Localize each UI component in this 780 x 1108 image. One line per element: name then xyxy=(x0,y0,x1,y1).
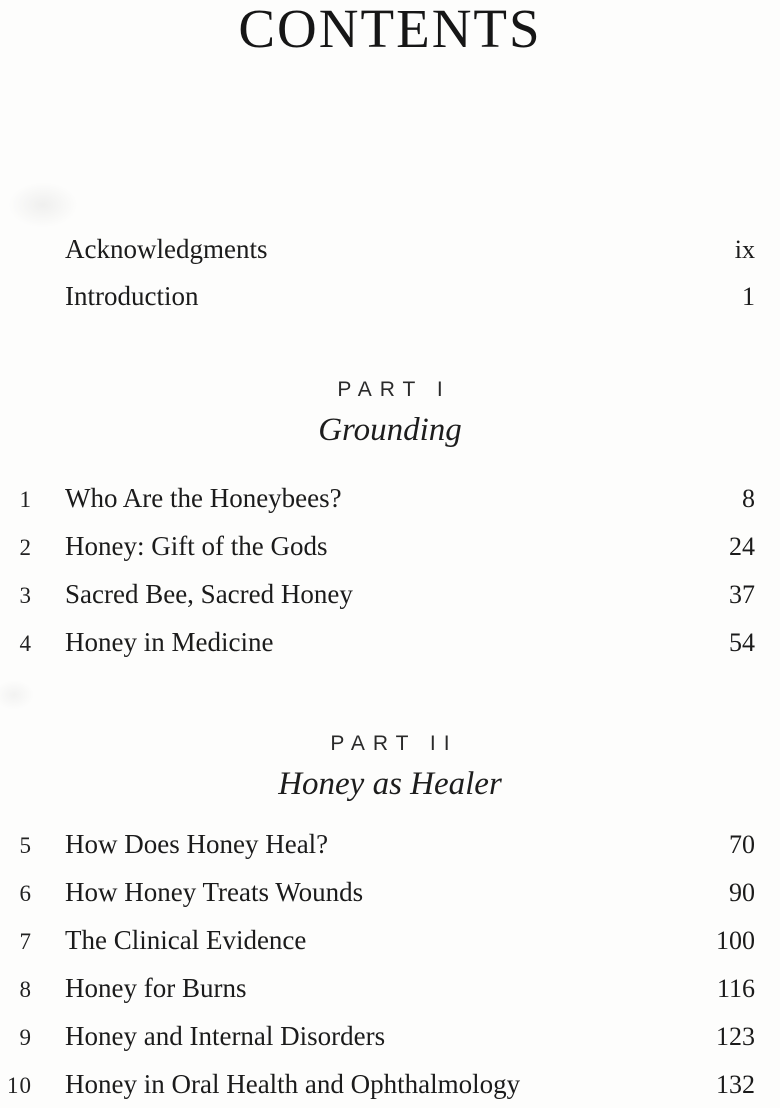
chapter-title: Sacred Bee, Sacred Honey xyxy=(65,579,353,609)
part-heading: PART II xyxy=(330,732,458,755)
toc-entry-chapter-5 xyxy=(0,820,780,868)
entry-page-number: 70 xyxy=(729,830,755,859)
entry-page-number: 90 xyxy=(729,878,755,907)
toc-entry-chapter-10 xyxy=(0,1060,780,1108)
chapter-number: 7 xyxy=(19,929,32,954)
part-heading: PART I xyxy=(337,378,451,401)
entry-label: Introduction xyxy=(65,281,199,311)
part-2-section xyxy=(0,732,780,1108)
entry-page-number: 116 xyxy=(716,974,755,1003)
chapter-title: The Clinical Evidence xyxy=(65,925,307,955)
toc-entry-chapter-7 xyxy=(0,916,780,964)
chapter-number: 6 xyxy=(19,881,32,906)
toc-entry-chapter-2 xyxy=(0,522,780,570)
entry-page-number: 1 xyxy=(742,282,755,311)
toc-entry-chapter-1 xyxy=(0,474,780,522)
toc-entry-chapter-4 xyxy=(0,618,780,666)
chapter-number: 1 xyxy=(19,487,32,512)
scan-smudge xyxy=(0,680,34,710)
chapter-number: 4 xyxy=(19,631,32,656)
chapter-number: 10 xyxy=(7,1073,32,1098)
part-1-chapter-list xyxy=(0,474,780,666)
entry-page-number: 54 xyxy=(729,628,755,657)
entry-page-number: 123 xyxy=(716,1022,755,1051)
entry-page-number: 24 xyxy=(729,532,755,561)
front-matter-list xyxy=(0,226,780,320)
entry-page-number: 8 xyxy=(742,484,755,513)
chapter-title: Honey in Medicine xyxy=(65,627,274,657)
part-2-chapter-list xyxy=(0,820,780,1108)
chapter-number: 9 xyxy=(19,1025,32,1050)
chapter-title: How Honey Treats Wounds xyxy=(65,877,364,907)
toc-entry-introduction xyxy=(0,273,780,320)
entry-page-number: 37 xyxy=(729,580,755,609)
toc-entry-chapter-8 xyxy=(0,964,780,1012)
entry-page-number: ix xyxy=(734,235,755,264)
chapter-title: Honey in Oral Health and Ophthalmology xyxy=(65,1069,521,1099)
chapter-title: Honey: Gift of the Gods xyxy=(65,531,328,561)
page-title: CONTENTS xyxy=(238,0,542,59)
toc-entry-chapter-9 xyxy=(0,1012,780,1060)
chapter-title: Honey and Internal Disorders xyxy=(65,1021,386,1051)
part-subtitle: Honey as Healer xyxy=(278,766,502,802)
chapter-title: Honey for Burns xyxy=(65,973,247,1003)
part-subtitle: Grounding xyxy=(318,412,462,448)
chapter-title: How Does Honey Heal? xyxy=(65,829,329,859)
part-1-section xyxy=(0,378,780,666)
entry-page-number: 132 xyxy=(716,1070,755,1099)
entry-label: Acknowledgments xyxy=(65,234,268,264)
toc-entry-acknowledgments xyxy=(0,226,780,273)
toc-entry-chapter-3 xyxy=(0,570,780,618)
toc-entry-chapter-6 xyxy=(0,868,780,916)
entry-page-number: 100 xyxy=(716,926,755,955)
chapter-title: Who Are the Honeybees? xyxy=(65,483,342,513)
scan-smudge xyxy=(8,182,78,228)
chapter-number: 8 xyxy=(19,977,32,1002)
chapter-number: 3 xyxy=(19,583,32,608)
chapter-number: 5 xyxy=(19,833,32,858)
chapter-number: 2 xyxy=(19,535,32,560)
